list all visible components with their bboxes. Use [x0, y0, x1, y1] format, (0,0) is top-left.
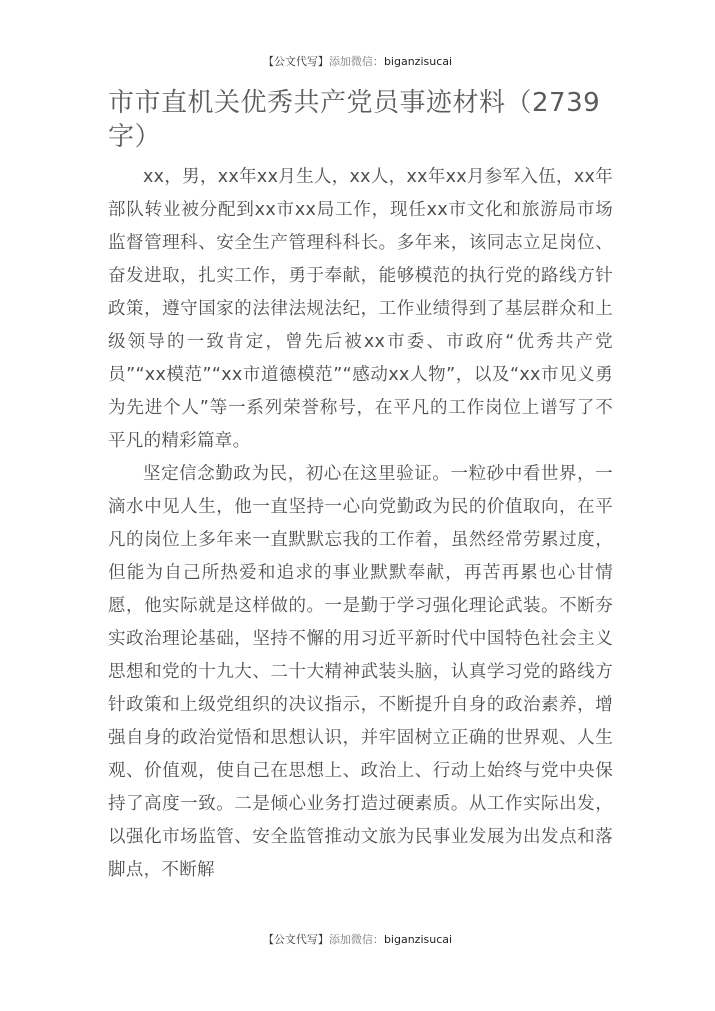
body-paragraph-2: 坚定信念勤政为民，初心在这里验证。一粒砂中看世界，一滴水中见人生，他一直坚持一心向党勤政为民的价值取向，在平凡的岗位上多年来一直默默忘我的工作着，虽然经常劳累过度，但能为自己所热爱和追求的事业默默奉献，再苦再累也心甘情愿，他实际就是这样做的。一是勤于学习强化理论武装。不断夯实政治理论基础，坚持不懈的用习近平新时代中国特色社会主义思想和党的十九大、二十大精神武装头脑，认真学习党的路线方针政策和上级党组织的决议指示，不断提升自身的政治素养，增强自身的政治觉悟和思想认识，并牢固树立正确的世界观、人生观、价值观，使自己在思想上、政治上、行动上始终与党中央保持了高度一致。二是倾心业务打造过硬素质。从工作实际出发，以强化市场监管、安全监管推动文旅为民事业发展为出发点和落脚点，不断解	[108, 464, 613, 880]
footer-add-wechat-text: 添加微信：	[328, 933, 384, 946]
page-footer	[0, 933, 715, 947]
document-title: 市市直机关优秀共产党员事迹材料（2739字）	[108, 88, 601, 152]
body-paragraph-1: xx，男，xx年xx月生人，xx人，xx年xx月参军入伍，xx年部队转业被分配到xx市xx局工作，现任xx市文化和旅游局市场监督管理科、安全生产管理科科长。多年来，该同志立足岗位、奋发进取，扎实工作，勇于奉献，能够模范的执行党的路线方针政策，遵守国家的法律法规法纪，工作业绩得到了基层群众和上级领导的一致肯定，曾先后被xx市委、市政府“优秀共产党员”“xx模范”“xx市道德模范”“感动xx人物”，以及“xx市见义勇为先进个人”等一系列荣誉称号，在平凡的工作岗位上谱写了不平凡的精彩篇章。	[108, 167, 613, 451]
page-header	[0, 55, 715, 69]
header-wechat-id: biganzisucai	[383, 55, 453, 68]
footer-brand: 【公文代写】	[262, 933, 329, 946]
document-body	[108, 161, 613, 887]
header-add-wechat-text: 添加微信：	[328, 55, 384, 68]
footer-wechat-id: biganzisucai	[383, 933, 453, 946]
header-brand: 【公文代写】	[262, 55, 329, 68]
